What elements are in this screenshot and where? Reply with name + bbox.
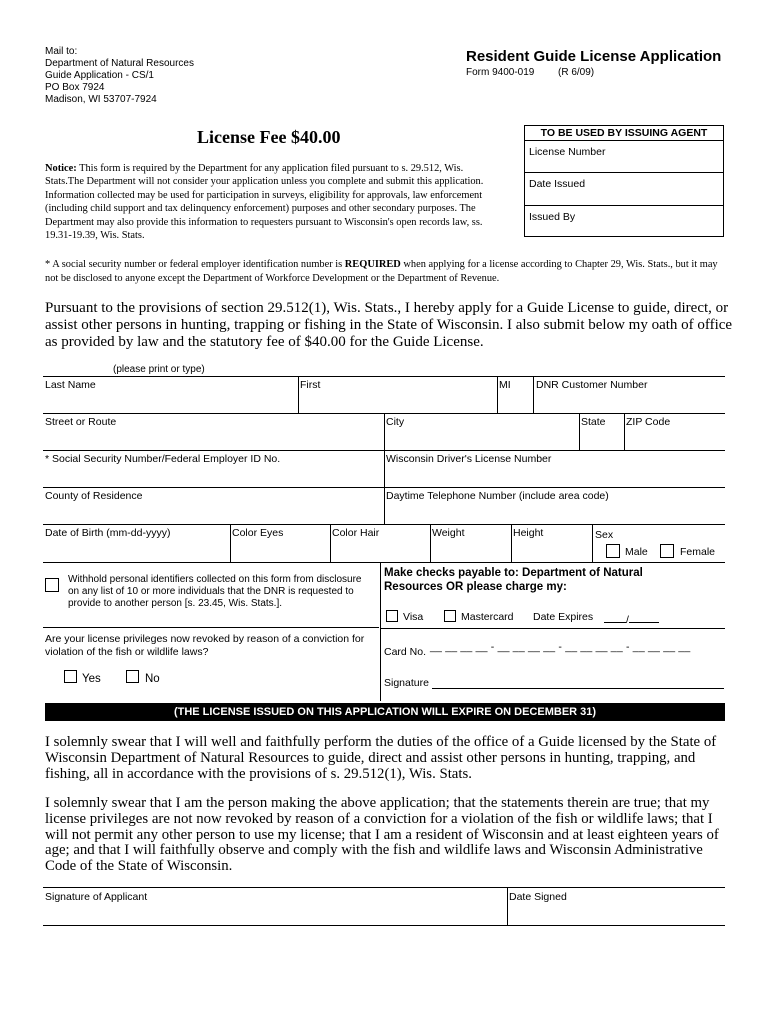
withhold-text: Withhold personal identifiers collected on this form from disclosure on any list of 10 or more individuals that the DNR is requested to provide to another person [s. 23.45, Wis. Stats.].	[68, 574, 362, 609]
date-issued-label: Date Issued	[529, 178, 586, 190]
page-title: Resident Guide License Application	[466, 48, 722, 65]
female-label: Female	[680, 546, 716, 558]
revoked-no-checkbox[interactable]	[126, 670, 139, 683]
ssn-field[interactable]	[45, 453, 383, 487]
oath-paragraph-2: I solemnly swear that I am the person making the above application; that the statements therein are true; that my license privileges are not now revoked by reason of a conviction for a violation of the fish or wildlife laws; that I will not permit any other person to use my license; that I am a resident of Wisconsin and at least eighteen years of age; and that I will faithfully observe and comply with the fish and wildlife laws and Wisconsin Administrative Code of the State of Wisconsin.	[45, 795, 719, 875]
date-signed-label: Date Signed	[509, 891, 567, 903]
city-field[interactable]	[386, 416, 578, 450]
mastercard-label: Mastercard	[461, 611, 514, 623]
male-checkbox[interactable]	[606, 544, 620, 558]
issuing-agent-title: TO BE USED BY ISSUING AGENT	[525, 126, 723, 141]
mail-address-block	[45, 46, 194, 106]
sex-label: Sex	[595, 529, 614, 541]
last-name-field[interactable]	[45, 379, 298, 413]
drivers-license-label: Wisconsin Driver's License Number	[386, 453, 552, 465]
notice-paragraph	[45, 162, 485, 242]
last-name-label: Last Name	[45, 379, 96, 391]
withhold-checkbox[interactable]	[45, 578, 59, 592]
payment-title: Make checks payable to: Department of Natural Resources OR please charge my:	[384, 567, 643, 593]
expire-banner	[45, 703, 725, 721]
mi-label: MI	[499, 379, 511, 391]
date-signed-field[interactable]	[509, 891, 723, 923]
notice-text: This form is required by the Department for any application filed pursuant to s. 29.512, Wis. Stats.The Department will not consider your application unless you complete and submit this application. Information collected may be used for participation in surveys, eligibility for approvals, law enforcement (including child support and tax delinquency enforcement) purposes and other secondary purposes. The Department may also provide this information to requesters pursuant to Wisconsin's open records law, ss. 19.31-19.39, Wis. Stats.	[45, 163, 484, 242]
revoked-question: Are your license privileges now revoked by reason of a conviction for violation of the fish or wildlife laws?	[45, 633, 365, 658]
form-number: Form 9400-019	[466, 67, 535, 78]
zip-label: ZIP Code	[626, 416, 671, 428]
mail-to-label: Mail to:	[45, 46, 78, 57]
ssn-note-after: when applying for a license according to Chapter 29, Wis. Stats., but it may not be disclosed to anyone except the Department of Workforce Development or the Department of Revenue.	[45, 259, 718, 284]
phone-label: Daytime Telephone Number (include area code)	[386, 490, 609, 502]
female-checkbox[interactable]	[660, 544, 674, 558]
oath-paragraph-1: I solemnly swear that I will well and faithfully perform the duties of the office of a Guide licensed by the State of Wisconsin Department of Natural Resources to guide, direct and assist other persons in hunting, trapping, and fishing, all in accordance with the provisions of s. 29.512(1), Wis. Stats.	[45, 734, 717, 782]
height-field[interactable]	[513, 527, 591, 561]
dob-field[interactable]	[45, 527, 229, 561]
county-field[interactable]	[45, 490, 383, 524]
eyes-label: Color Eyes	[232, 527, 284, 539]
card-number-field[interactable]: __ __ __ __ - __ __ __ __ - __ __ __ __ - __ __ __ __	[430, 641, 691, 653]
mastercard-checkbox[interactable]	[444, 610, 456, 622]
license-number-field[interactable]	[525, 141, 723, 173]
state-label: State	[581, 416, 606, 428]
first-name-field[interactable]	[300, 379, 496, 413]
date-expires-field[interactable]: /	[604, 611, 659, 626]
issued-by-field[interactable]	[525, 206, 723, 237]
city-label: City	[386, 416, 405, 428]
mail-dept: Department of Natural Resources	[45, 58, 194, 69]
male-label: Male	[625, 546, 648, 558]
weight-label: Weight	[432, 527, 465, 539]
expire-banner-text: (THE LICENSE ISSUED ON THIS APPLICATION WILL EXPIRE ON DECEMBER 31)	[173, 706, 597, 718]
dnr-customer-number-label: DNR Customer Number	[536, 379, 648, 391]
print-note: (please print or type)	[113, 364, 205, 375]
form-revision: (R 6/09)	[558, 67, 595, 78]
card-number-label: Card No.	[384, 646, 427, 658]
mail-guide-app: Guide Application - CS/1	[45, 70, 154, 81]
mi-field[interactable]	[499, 379, 531, 413]
revoked-yes-checkbox[interactable]	[64, 670, 77, 683]
revoked-no-label: No	[145, 673, 160, 685]
date-issued-field[interactable]	[525, 173, 723, 206]
payment-signature-label: Signature	[384, 677, 429, 689]
license-number-label: License Number	[529, 146, 606, 158]
ssn-note	[45, 258, 725, 286]
ssn-note-before: * A social security number or federal employer identification number is	[45, 259, 345, 270]
visa-label: Visa	[403, 611, 424, 623]
applicant-signature-field[interactable]	[45, 891, 505, 923]
eyes-field[interactable]	[232, 527, 328, 561]
dnr-customer-number-field[interactable]	[536, 379, 724, 413]
weight-field[interactable]	[432, 527, 510, 561]
street-field[interactable]	[45, 416, 383, 450]
dob-label: Date of Birth (mm-dd-yyyy)	[45, 527, 171, 539]
hair-label: Color Hair	[332, 527, 380, 539]
street-label: Street or Route	[45, 416, 117, 428]
mail-city: Madison, WI 53707-7924	[45, 94, 157, 105]
pursuant-paragraph: Pursuant to the provisions of section 29.512(1), Wis. Stats., I hereby apply for a Guide License to guide, direct, or assist other persons in hunting, trapping or fishing in the State of Wisconsin. I also submit below my oath of office as provided by law and the statutory fee of $40.00 for the Guide License.	[45, 300, 733, 350]
applicant-signature-label: Signature of Applicant	[45, 891, 148, 903]
payment-signature-line[interactable]	[432, 688, 724, 689]
phone-field[interactable]	[386, 490, 724, 524]
mail-po-box: PO Box 7924	[45, 82, 105, 93]
notice-label: Notice:	[45, 163, 77, 174]
issued-by-label: Issued By	[529, 211, 576, 223]
license-fee-title: License Fee $40.00	[197, 127, 341, 147]
issuing-agent-box	[524, 125, 724, 237]
first-name-label: First	[300, 379, 321, 391]
state-field[interactable]	[581, 416, 623, 450]
ssn-note-required: REQUIRED	[344, 259, 401, 270]
height-label: Height	[513, 527, 544, 539]
zip-field[interactable]	[626, 416, 724, 450]
county-label: County of Residence	[45, 490, 143, 502]
date-expires-label: Date Expires	[533, 611, 594, 623]
visa-checkbox[interactable]	[386, 610, 398, 622]
ssn-label: * Social Security Number/Federal Employer ID No.	[45, 453, 281, 465]
revoked-yes-label: Yes	[82, 673, 101, 685]
drivers-license-field[interactable]	[386, 453, 724, 487]
hair-field[interactable]	[332, 527, 428, 561]
